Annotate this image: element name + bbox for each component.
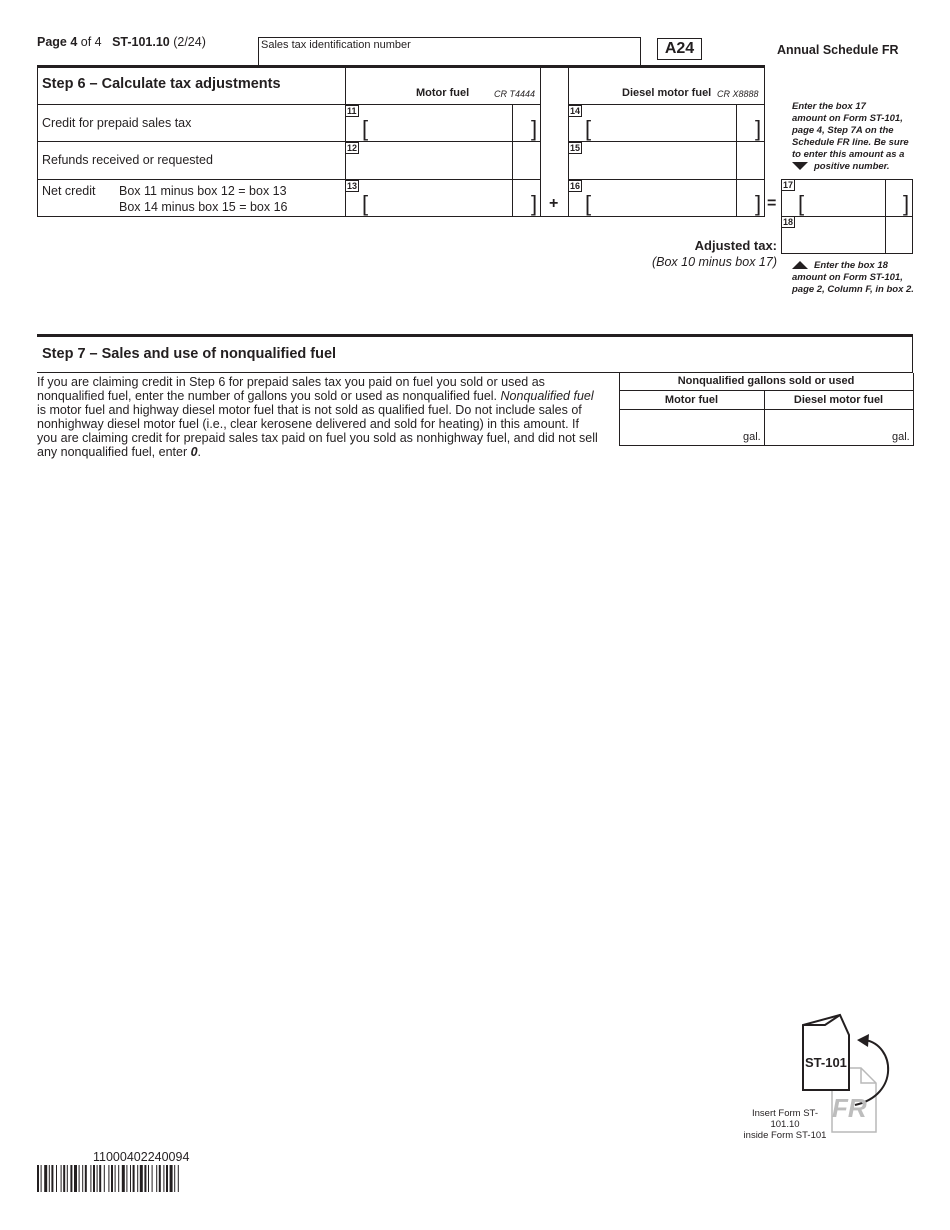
- form-date: (2/24): [169, 35, 206, 49]
- box-16-input[interactable]: [569, 180, 764, 216]
- step7-line: nonhighway diesel motor fuel (i.e., clear kerosene delivered and sold for heating) in this amount. If: [37, 417, 579, 431]
- step6-top-rule: [37, 65, 765, 68]
- barcode-bar: [140, 1165, 143, 1192]
- box-13-number: 13: [347, 181, 358, 191]
- box17-note-line: Enter the box 17: [792, 101, 866, 112]
- step7-instructions: [37, 375, 612, 459]
- box-16-number: 16: [570, 181, 581, 191]
- barcode-bar: [126, 1165, 127, 1192]
- diesel-gal-unit: gal.: [892, 431, 910, 443]
- box17-note-line: to enter this amount as a: [792, 149, 905, 160]
- adjusted-tax-label: Adjusted tax:: [694, 238, 777, 253]
- barcode-bar: [37, 1165, 39, 1192]
- equals-sign: =: [767, 195, 777, 212]
- form-number: ST-101.10: [112, 35, 170, 49]
- box-14-open-bracket: [: [585, 116, 592, 141]
- box-14-close-bracket: ]: [755, 116, 762, 141]
- barcode-bar: [174, 1165, 175, 1192]
- box-13-close-bracket: ]: [531, 191, 538, 216]
- zero-value: 0: [190, 445, 198, 459]
- arrow-head-icon: [857, 1034, 869, 1047]
- refunds-label: Refunds received or requested: [42, 153, 213, 167]
- box-14-input[interactable]: [569, 105, 764, 141]
- diesel-code: CR X8888: [717, 89, 759, 99]
- barcode-bar: [118, 1165, 119, 1192]
- st101-document-icon: [803, 1015, 849, 1090]
- step6-left-border: [37, 68, 38, 217]
- box-13-open-bracket: [: [362, 191, 369, 216]
- insert-instruction: [738, 1108, 832, 1141]
- box18-note-first: [792, 260, 922, 272]
- box-11-input[interactable]: [346, 105, 540, 141]
- barcode-bar: [133, 1165, 135, 1192]
- step7-title: Step 7 – Sales and use of nonqualified fuel: [42, 346, 337, 362]
- step7-line: is motor fuel and highway diesel motor fuel that is not sold as qualified fuel. Do not include sales of: [37, 403, 582, 417]
- barcode-bar: [111, 1165, 113, 1192]
- fr-doc-label: FR: [832, 1093, 867, 1123]
- box17-note-line: positive number.: [814, 161, 890, 172]
- barcode-bar: [148, 1165, 149, 1192]
- step7-line: If you are claiming credit in Step 6 for prepaid sales tax you paid on fuel you sold or used as: [37, 375, 545, 389]
- box-13-input[interactable]: [346, 180, 540, 216]
- box-11-number: 11: [347, 106, 357, 116]
- gallons-table-header: Nonqualified gallons sold or used: [677, 375, 855, 387]
- barcode-bar: [178, 1165, 179, 1192]
- barcode-bar: [79, 1165, 80, 1192]
- barcode-bar: [137, 1165, 138, 1192]
- barcode-bar: [70, 1165, 72, 1192]
- box-11-open-bracket: [: [362, 116, 369, 141]
- barcode-bar: [85, 1165, 87, 1192]
- row-rule-4: [37, 216, 765, 217]
- net-credit-label: Net credit: [42, 184, 96, 198]
- step6-divider-motor: [540, 68, 541, 217]
- down-triangle-icon: [792, 162, 808, 170]
- page-indicator: [37, 35, 206, 49]
- gallons-header-rule: [619, 390, 913, 391]
- insert-line: Insert Form ST-101.10: [752, 1108, 818, 1130]
- barcode-bar: [115, 1165, 116, 1192]
- net-formula-2: Box 14 minus box 15 = box 16: [119, 200, 288, 214]
- nonqualified-fuel-term: Nonqualified fuel: [500, 389, 594, 403]
- motor-gal-unit: gal.: [743, 431, 761, 443]
- barcode-bar: [82, 1165, 83, 1192]
- box-16-open-bracket: [: [585, 191, 592, 216]
- barcode-bar: [67, 1165, 68, 1192]
- motor-fuel-code: CR T4444: [494, 89, 536, 99]
- step7-top-rule: [37, 334, 913, 337]
- box18-note-line: amount on Form ST-101,: [792, 272, 903, 283]
- barcode-bar: [93, 1165, 95, 1192]
- barcode-number: 11000402240094: [93, 1150, 190, 1164]
- step7-text: nonqualified fuel, enter the number of gallons you sold or used as nonqualified fuel.: [37, 389, 501, 403]
- box-18-number: 18: [783, 217, 794, 227]
- box17-note-line: Schedule FR line. Be sure: [792, 137, 909, 148]
- box-14-number: 14: [570, 106, 581, 116]
- step7-title-right-border: [912, 337, 913, 373]
- credit-label: Credit for prepaid sales tax: [42, 116, 192, 130]
- box18-note: [792, 260, 922, 296]
- barcode-bar: [156, 1165, 157, 1192]
- box-12-input[interactable]: [346, 142, 540, 179]
- form-code: [657, 38, 702, 60]
- net-formula-1: Box 11 minus box 12 = box 13: [119, 184, 287, 198]
- gallons-col-motor: Motor fuel: [664, 394, 719, 406]
- box-18-input[interactable]: [781, 216, 913, 254]
- step7-line: you are claiming credit for prepaid sales tax paid on fuel you sold as nonhighway fuel, and did not sell: [37, 431, 598, 445]
- barcode-bar: [61, 1165, 62, 1192]
- page-of: of 4: [77, 35, 102, 49]
- barcode-bar: [108, 1165, 109, 1192]
- barcode-bar: [166, 1165, 168, 1192]
- form-code-text: A24: [664, 40, 695, 57]
- box17-note-line: amount on Form ST-101,: [792, 113, 903, 124]
- page-label: Page 4: [37, 35, 78, 49]
- box17-note-last: [792, 161, 922, 173]
- box-16-close-bracket: ]: [755, 191, 762, 216]
- barcode-bar: [90, 1165, 91, 1192]
- gallons-col-diesel: Diesel motor fuel: [793, 394, 884, 406]
- box17-note-line: page 4, Step 7A on the: [792, 125, 894, 136]
- step7-text: any nonqualified fuel, enter: [37, 445, 191, 459]
- barcode-bar: [56, 1165, 57, 1192]
- barcode-bar: [122, 1165, 125, 1192]
- diesel-gallons-input[interactable]: [765, 410, 912, 445]
- barcode-bar: [170, 1165, 173, 1192]
- box17-note: [792, 101, 922, 173]
- schedule-title: Annual Schedule FR: [777, 43, 899, 57]
- barcode-bar: [41, 1165, 42, 1192]
- box-11-close-bracket: ]: [531, 116, 538, 141]
- box18-note-line: page 2, Column F, in box 2.: [792, 284, 914, 295]
- barcode-bar: [44, 1165, 47, 1192]
- box-17-open-bracket: [: [798, 191, 805, 216]
- st101-doc-label: ST-101: [805, 1055, 847, 1070]
- box-15-input[interactable]: [569, 142, 764, 179]
- barcode-bar: [74, 1165, 77, 1192]
- sales-tax-id-label: Sales tax identification number: [261, 39, 411, 51]
- barcode-bar: [163, 1165, 164, 1192]
- barcode-bar: [152, 1165, 153, 1192]
- barcode-bar: [104, 1165, 105, 1192]
- barcode-bar: [130, 1165, 131, 1192]
- box-17-number: 17: [783, 180, 794, 190]
- barcode-bar: [159, 1165, 161, 1192]
- barcode-bar: [144, 1165, 146, 1192]
- motor-fuel-header: Motor fuel: [416, 87, 470, 99]
- adjusted-tax-sub: (Box 10 minus box 17): [651, 255, 777, 269]
- box-12-number: 12: [347, 143, 358, 153]
- step7-text: .: [197, 445, 202, 459]
- step7-line: [37, 389, 612, 403]
- insert-line: inside Form ST-101: [743, 1130, 827, 1141]
- diesel-header: Diesel motor fuel: [622, 87, 712, 99]
- box-15-number: 15: [570, 143, 581, 153]
- barcode-bar: [63, 1165, 65, 1192]
- barcode-bar: [49, 1165, 50, 1192]
- up-triangle-icon: [792, 261, 808, 269]
- step6-right-border: [764, 68, 765, 217]
- barcode-bar: [97, 1165, 98, 1192]
- barcode-bar: [51, 1165, 53, 1192]
- box-17-close-bracket: ]: [903, 191, 910, 216]
- barcode-bar: [99, 1165, 101, 1192]
- barcode: [37, 1165, 249, 1192]
- box18-note-line: Enter the box 18: [814, 260, 888, 271]
- plus-sign: +: [549, 195, 559, 212]
- step7-line: [37, 445, 612, 459]
- sales-tax-id-field[interactable]: [258, 37, 641, 67]
- step6-title: Step 6 – Calculate tax adjustments: [42, 76, 281, 92]
